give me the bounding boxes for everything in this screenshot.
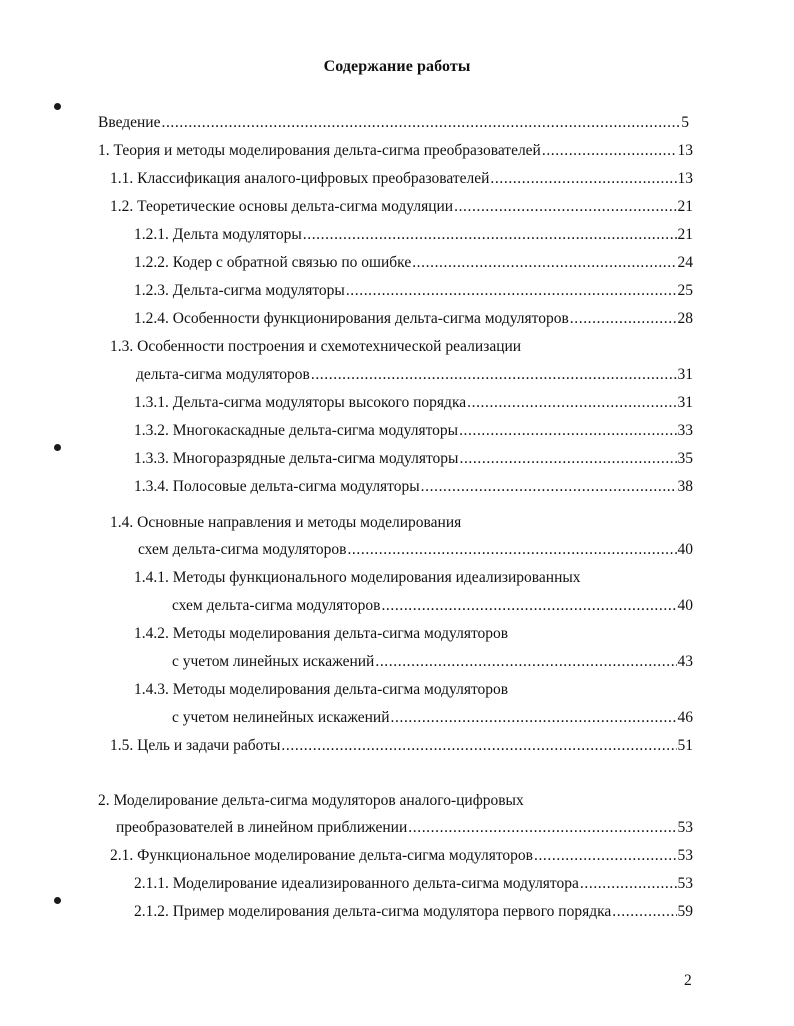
- toc-entry-page: 21: [677, 226, 693, 243]
- toc-leader-dots: [161, 113, 680, 133]
- toc-entry-page: 51: [677, 737, 693, 754]
- toc-entry-page: 28: [677, 310, 693, 327]
- toc-entry-page: 21: [677, 198, 693, 215]
- toc-entry: [134, 902, 693, 922]
- toc-entry-title: 2. Моделирование дельта-сигма модуляторов аналого-цифровых: [98, 792, 524, 809]
- toc-entry: [136, 365, 693, 385]
- toc-entry-title: 2.1.2. Пример моделирования дельта-сигма модулятора первого порядка: [134, 903, 612, 920]
- toc-leader-dots: [454, 197, 676, 217]
- toc-entry: [134, 253, 693, 273]
- toc-entry-title: 1.3.1. Дельта-сигма модуляторы высокого порядка: [134, 394, 467, 411]
- toc-leader-dots: [612, 902, 676, 922]
- toc-leader-dots: [375, 652, 676, 672]
- toc-entry: [172, 596, 693, 616]
- toc-entry-page: 53: [677, 847, 693, 864]
- toc-entry-page: 35: [677, 450, 693, 467]
- toc-leader-dots: [391, 708, 677, 728]
- toc-entry-title: 2.1.1. Моделирование идеализированного дельта-сигма модулятора: [134, 875, 579, 892]
- toc-entry-page: 25: [677, 282, 693, 299]
- toc-leader-dots: [421, 477, 677, 497]
- toc-leader-dots: [346, 281, 677, 301]
- toc-entry: [134, 874, 693, 894]
- toc-entry-page: 5: [681, 114, 689, 131]
- toc-entry-title: 1.2.3. Дельта-сигма модуляторы: [134, 282, 345, 299]
- toc-entry-page: 46: [677, 709, 693, 726]
- toc-entry: [172, 652, 693, 672]
- toc-entry-page: 53: [677, 875, 693, 892]
- toc-entry: [134, 477, 693, 497]
- toc-entry: [138, 540, 693, 560]
- toc-entry-title: 1.5. Цель и задачи работы: [110, 737, 281, 754]
- toc-entry-title: 1.3.2. Многокаскадные дельта-сигма модуляторы: [134, 422, 459, 439]
- toc-entry-title: 1.2.1. Дельта модуляторы: [134, 226, 302, 243]
- toc-entry: [134, 281, 693, 301]
- page-number: 2: [684, 972, 692, 989]
- toc-entry-title: 1.3.4. Полосовые дельта-сигма модуляторы: [134, 478, 420, 495]
- toc-leader-dots: [459, 449, 676, 469]
- toc-entry-page: 59: [677, 903, 693, 920]
- toc-leader-dots: [311, 365, 677, 385]
- toc-entry-continuation: с учетом линейных искажений: [172, 653, 375, 670]
- toc-entry-title: 1.4. Основные направления и методы моделирования: [110, 514, 462, 531]
- toc-entry: [134, 225, 693, 245]
- toc-leader-dots: [408, 818, 676, 838]
- toc-entry-title: 1.4.1. Методы функционального моделирования идеализированных: [134, 569, 581, 586]
- toc-entry: [98, 113, 689, 133]
- toc-entry-continuation: схем дельта-сигма модуляторов: [172, 597, 381, 614]
- toc-leader-dots: [303, 225, 677, 245]
- toc-leader-dots: [467, 393, 676, 413]
- toc-entry: [110, 197, 693, 217]
- toc-entry: [110, 169, 693, 189]
- binding-hole-mark: [54, 103, 61, 110]
- toc-entry-title: 2.1. Функциональное моделирование дельта-сигма модуляторов: [110, 847, 533, 864]
- toc-entry-continuation: дельта-сигма модуляторов: [136, 366, 310, 383]
- toc-entry-title: Введение: [98, 114, 161, 131]
- page-title: Содержание работы: [323, 58, 471, 75]
- binding-hole-mark: [54, 444, 61, 451]
- toc-entry-title: 1.2. Теоретические основы дельта-сигма модуляции: [110, 198, 454, 215]
- toc-entry-title: 1.1. Классификация аналого-цифровых преобразователей: [110, 170, 490, 187]
- toc-leader-dots: [381, 596, 676, 616]
- toc-leader-dots: [347, 540, 676, 560]
- toc-entry-title: 1.3.3. Многоразрядные дельта-сигма модуляторы: [134, 450, 459, 467]
- toc-entry-page: 40: [677, 541, 693, 558]
- toc-entry: [110, 736, 693, 756]
- toc-entry: [134, 393, 693, 413]
- toc-entry-title: 1.2.2. Кодер с обратной связью по ошибке: [134, 254, 412, 271]
- toc-entry: [134, 449, 693, 469]
- toc-entry: [134, 421, 693, 441]
- toc-entry: [116, 818, 693, 838]
- toc-entry-title: 1.4.2. Методы моделирования дельта-сигма модуляторов: [134, 625, 509, 642]
- toc-entry-page: 33: [677, 422, 693, 439]
- toc-entry-title: 1. Теория и методы моделирования дельта-сигма преобразователей: [98, 142, 541, 159]
- toc-entry-continuation: преобразователей в линейном приближении: [116, 819, 408, 836]
- toc-entry-page: 31: [677, 394, 693, 411]
- toc-entry-page: 24: [677, 254, 693, 271]
- toc-entry-title: 1.3. Особенности построения и схемотехнической реализации: [110, 338, 522, 355]
- toc-entry: [110, 846, 693, 866]
- toc-entry-continuation: схем дельта-сигма модуляторов: [138, 541, 347, 558]
- toc-leader-dots: [580, 874, 677, 894]
- toc-entry: [98, 141, 693, 161]
- toc-entry-continuation: с учетом нелинейных искажений: [172, 709, 390, 726]
- toc-leader-dots: [542, 141, 677, 161]
- toc-entry-title: 1.4.3. Методы моделирования дельта-сигма модуляторов: [134, 681, 509, 698]
- toc-entry-page: 13: [677, 170, 693, 187]
- toc-entry-page: 53: [677, 819, 693, 836]
- toc-entry: [134, 309, 693, 329]
- toc-entry-title: 1.2.4. Особенности функционирования дельта-сигма модуляторов: [134, 310, 569, 327]
- toc-entry-page: 40: [677, 597, 693, 614]
- toc-entry: [172, 708, 693, 728]
- toc-leader-dots: [490, 169, 676, 189]
- toc-entry-page: 31: [677, 366, 693, 383]
- toc-leader-dots: [570, 309, 677, 329]
- toc-entry-page: 43: [677, 653, 693, 670]
- toc-leader-dots: [281, 736, 676, 756]
- toc-leader-dots: [459, 421, 676, 441]
- toc-entry-page: 13: [677, 142, 693, 159]
- toc-entry-page: 38: [677, 478, 693, 495]
- toc-leader-dots: [534, 846, 677, 866]
- toc-leader-dots: [412, 253, 676, 273]
- binding-hole-mark: [54, 897, 61, 904]
